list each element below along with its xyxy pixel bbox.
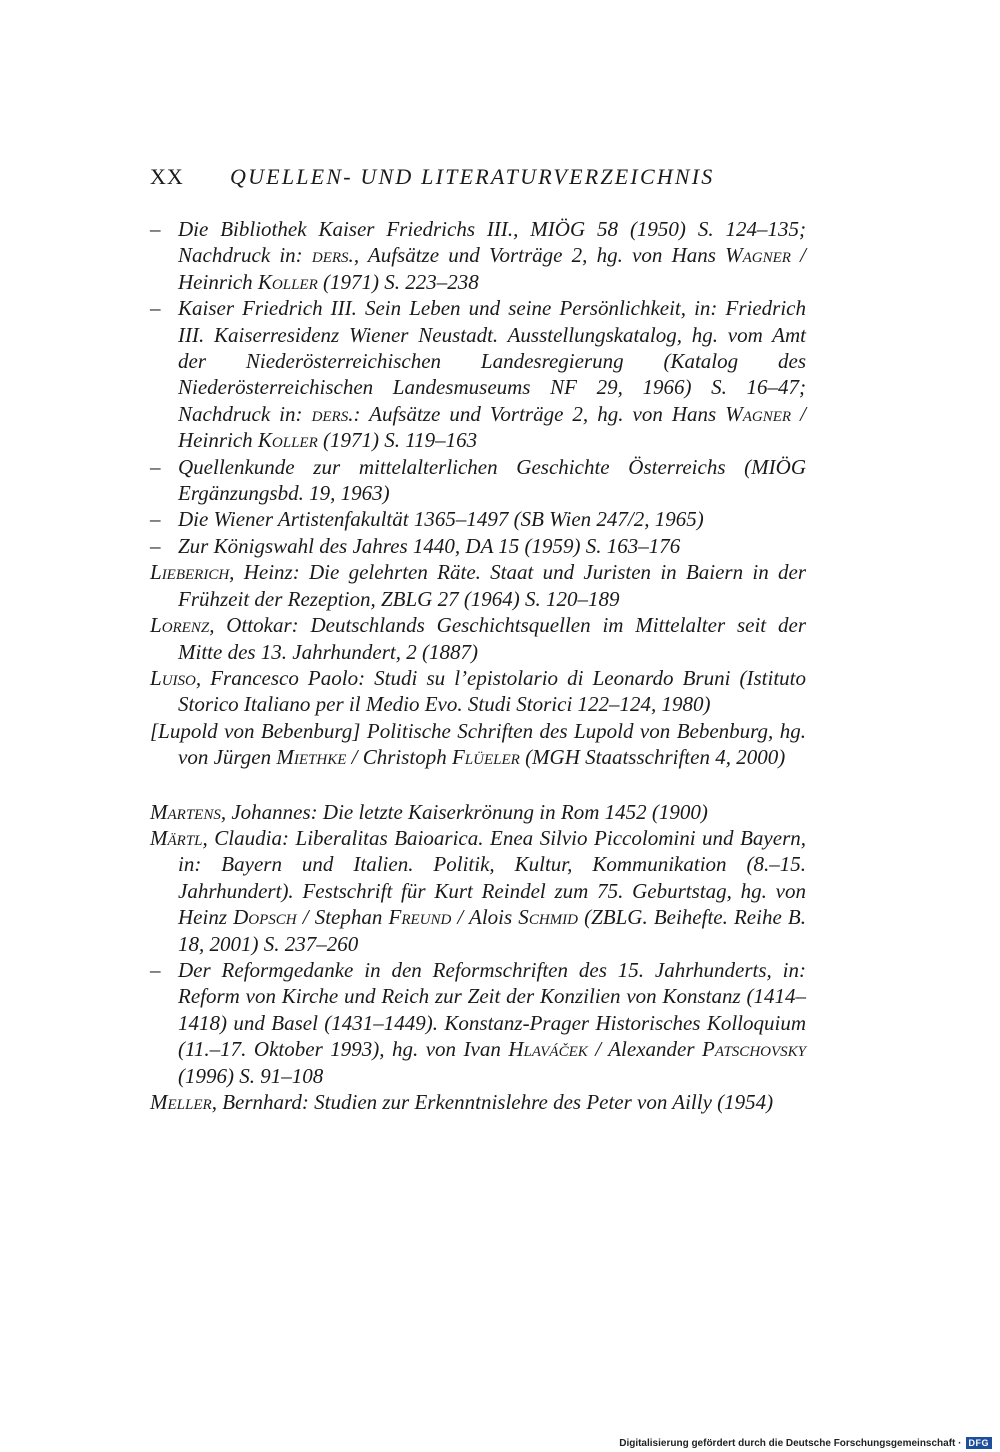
entry-dash: – [150, 957, 161, 982]
bibliography-entry [150, 216, 806, 295]
entry-text: / Alexander P [587, 1037, 715, 1062]
entry-smallcaps-text: ieberich [161, 560, 230, 585]
entry-text: Der Reformgedanke in den Reformschriften des 15. Jahrhunderts, in: Reform von Kirche und Reich zur Zeit der Konzilien von Konstanz (1414–1418) und Basel (1431–1449). Konstanz-Prager Historisches Kolloquium (11.–17. Oktober 1993), hg. von Ivan H [178, 957, 806, 1062]
bibliography-entry [150, 612, 806, 665]
entry-smallcaps-text: ärtl [167, 825, 203, 850]
entry-dash: – [150, 217, 161, 241]
entry-smallcaps-text: oller [271, 269, 318, 294]
entry-text: , Heinz: Die gelehrten Räte. Staat und Juristen in Baiern in der Frühzeit der Rezeption, ZBLG 27 (1964) S. 120–189 [178, 560, 806, 611]
entry-smallcaps-text: reund [401, 905, 452, 930]
bibliography-entry [150, 799, 806, 825]
entry-smallcaps-text: opsch [248, 905, 297, 930]
bibliography-entry [150, 454, 806, 507]
entry-text: / Christoph F [346, 745, 465, 770]
entry-smallcaps-text: laváček [523, 1037, 588, 1062]
entry-smallcaps-text: uiso [161, 665, 196, 690]
entry-text: [Lupold von Bebenburg] Politische Schriften des Lupold von Bebenburg, hg. von Jürgen M [150, 718, 806, 770]
entry-gap [150, 771, 806, 799]
entry-text: Kaiser Friedrich III. Sein Leben und seine Persönlichkeit, in: Friedrich III. Kaiserresidenz Wiener Neustadt. Ausstellungskatalog, hg. vom Amt der Niederösterreichischen Landesregierung (Katalog des Niederösterreichischen Landesmuseums NF 29, 1966) S. 16–47; Nachdruck in: [178, 296, 806, 426]
page-number: XX [150, 164, 184, 189]
entry-smallcaps-text: artens [167, 799, 221, 824]
bibliography-entry [150, 559, 806, 612]
entry-text: L [150, 560, 162, 585]
entry-smallcaps-text: atschovsky [714, 1037, 806, 1062]
entry-text: , Aufsätze und Vorträge 2, hg. von Hans W [353, 243, 743, 268]
entry-text: M [150, 825, 168, 850]
running-title: QUELLEN- UND LITERATURVERZEICHNIS [230, 164, 715, 189]
bibliography-entry [150, 295, 806, 453]
entry-text: Zur Königswahl des Jahres 1440, DA 15 (1959) S. 163–176 [178, 533, 681, 558]
entry-text: Die Bibliothek Kaiser Friedrichs III., MIÖG 58 (1950) S. 124–135; Nachdruck in: [178, 217, 806, 268]
entry-smallcaps-text: ders. [311, 401, 354, 426]
entry-text: (1971) S. 119–163 [317, 428, 478, 453]
entry-text: / Heinrich K [178, 401, 806, 453]
entry-dash: – [150, 507, 161, 532]
bibliography-entry [150, 718, 806, 771]
entry-smallcaps-text: oller [271, 428, 318, 453]
entry-smallcaps-text: eller [167, 1090, 212, 1114]
bibliography-list [150, 216, 806, 1115]
bibliography-entry [150, 506, 806, 532]
bibliography-entry [150, 825, 806, 957]
entry-smallcaps-text: lüeler [464, 745, 520, 770]
entry-smallcaps-text: agner [742, 401, 792, 426]
entry-text: M [150, 1090, 168, 1114]
bibliography-entry [150, 533, 806, 559]
footer-text: Digitalisierung gefördert durch die Deutsche Forschungsgemeinschaft · [619, 1437, 962, 1449]
entry-text: Quellenkunde zur mittelalterlichen Geschichte Österreichs (MIÖG Ergänzungsbd. 19, 1963) [178, 454, 806, 506]
digitization-footer [619, 1437, 992, 1449]
entry-smallcaps-text: ders. [311, 243, 354, 268]
bibliography-entry [150, 665, 806, 718]
entry-text: , Bernhard: Studien zur Erkenntnislehre des Peter von Ailly (1954) [211, 1090, 774, 1114]
entry-smallcaps-text: agner [742, 243, 791, 268]
entry-text: Die Wiener Artistenfakultät 1365–1497 (SB Wien 247/2, 1965) [178, 507, 704, 532]
entry-text: (MGH Staatsschriften 4, 2000) [519, 745, 786, 770]
entry-smallcaps-text: iethke [293, 745, 347, 770]
entry-text: , Claudia: Liberalitas Baioarica. Enea Silvio Piccolomini und Bayern, in: Bayern und Italien. Politik, Kultur, Kommunikation (8.–15. Jahrhundert). Festschrift für Kurt Reindel zum 75. Geburtstag, hg. von Heinz D [178, 825, 806, 930]
entry-smallcaps-text: orenz [161, 613, 210, 638]
entry-text: / Heinrich K [178, 243, 806, 294]
entry-text: L [150, 665, 162, 690]
entry-text: , Francesco Paolo: Studi su l’epistolario di Leonardo Bruni (Istituto Storico Italiano per il Medio Evo. Studi Storici 122–124, 1980) [178, 665, 806, 717]
bibliography-entry [150, 1089, 806, 1115]
entry-text: M [150, 799, 168, 824]
entry-dash: – [150, 533, 161, 558]
entry-text: (1971) S. 223–238 [317, 269, 479, 294]
entry-dash: – [150, 296, 161, 321]
entry-text: (1996) S. 91–108 [178, 1063, 324, 1088]
entry-text: , Ottokar: Deutschlands Geschichtsquellen im Mittelalter seit der Mitte des 13. Jahrhundert, 2 (1887) [178, 613, 806, 664]
entry-text: (ZBLG. Beihefte. Reihe B. 18, 2001) S. 237–260 [178, 905, 806, 956]
entry-smallcaps-text: chmid [528, 905, 578, 930]
entry-text: / Stephan F [296, 905, 402, 930]
entry-text: L [150, 613, 162, 638]
dfg-logo: DFG [966, 1437, 993, 1449]
entry-text: / Alois S [451, 905, 529, 930]
entry-dash: – [150, 454, 161, 479]
entry-text: : Aufsätze und Vorträge 2, hg. von Hans W [353, 401, 743, 426]
entry-text: , Johannes: Die letzte Kaiserkrönung in Rom 1452 (1900) [220, 799, 708, 824]
bibliography-entry [150, 957, 806, 1089]
page-header [150, 162, 810, 192]
